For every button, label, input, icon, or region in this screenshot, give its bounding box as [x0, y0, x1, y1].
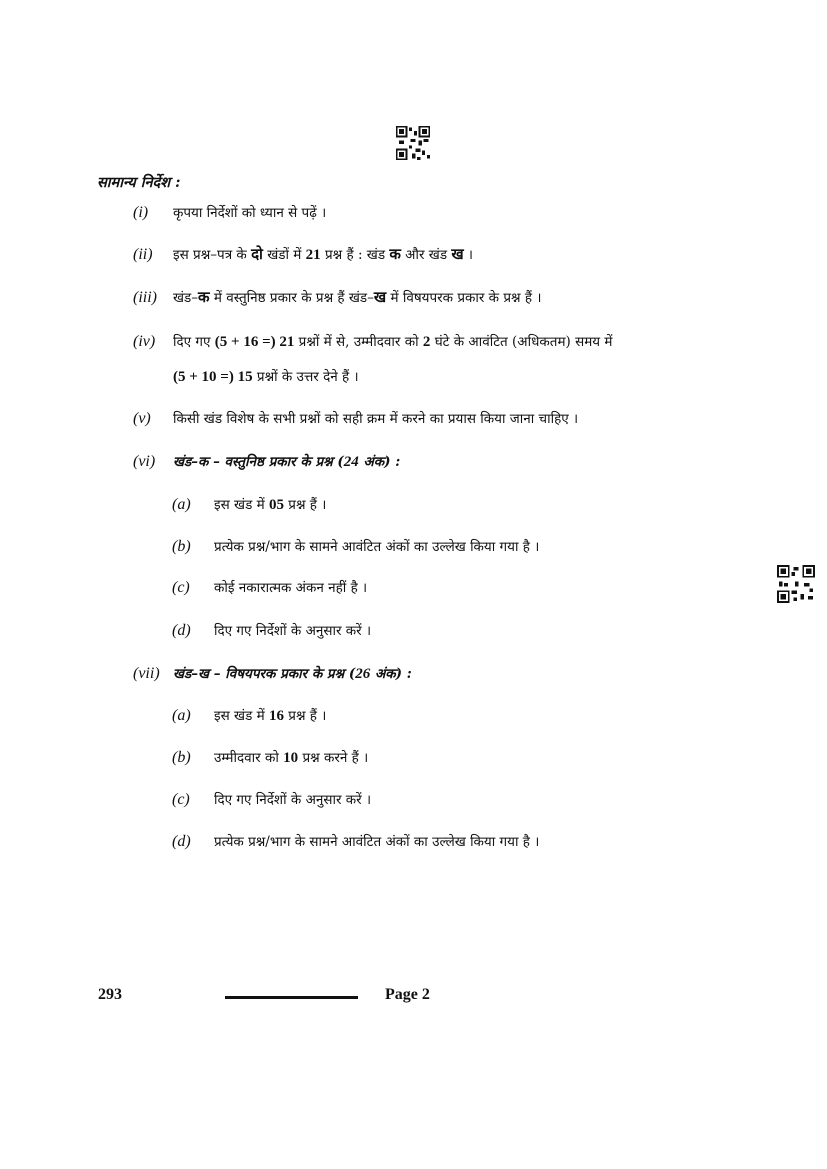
qr-code-icon	[776, 565, 816, 603]
item-text: दिए गए (5 + 16 =) 21 प्रश्नों में से, उम्मीदवार को 2 घंटे के आवंटित (अधिकतम) समय में	[173, 334, 613, 350]
sub-item-text: प्रत्येक प्रश्न/भाग के सामने आवंटित अंकों का उल्लेख किया गया है ।	[214, 539, 540, 555]
sub-item-letter: (d)	[172, 833, 191, 850]
sub-item-letter: (b)	[172, 538, 191, 555]
sub-item-text: इस खंड में 16 प्रश्न हैं ।	[214, 708, 327, 724]
item-text: कृपया निर्देशों को ध्यान से पढ़ें ।	[173, 205, 327, 221]
item-text: खंड–क – वस्तुनिष्ठ प्रकार के प्रश्न (24 अंक) :	[173, 454, 401, 470]
sub-item-text: दिए गए निर्देशों के अनुसार करें ।	[214, 623, 372, 639]
item-number: (v)	[133, 410, 151, 427]
paper-code: 293	[98, 986, 122, 1003]
item-text: (5 + 10 =) 15 प्रश्नों के उत्तर देने हैं ।	[173, 369, 359, 385]
sub-item-text: उम्मीदवार को 10 प्रश्न करने हैं ।	[214, 750, 369, 766]
instructions-heading: सामान्य निर्देश :	[97, 174, 181, 191]
footer-divider	[225, 996, 358, 999]
item-text: खंड–ख – विषयपरक प्रकार के प्रश्न (26 अंक) :	[173, 666, 412, 682]
item-number: (i)	[133, 204, 149, 221]
item-number: (vi)	[133, 453, 156, 470]
item-number: (iv)	[133, 333, 156, 350]
sub-item-text: दिए गए निर्देशों के अनुसार करें ।	[214, 792, 372, 808]
item-text: खंड–क में वस्तुनिष्ठ प्रकार के प्रश्न हैं खंड–ख में विषयपरक प्रकार के प्रश्न हैं ।	[173, 290, 542, 306]
sub-item-letter: (a)	[172, 707, 191, 724]
page-number: Page 2	[385, 986, 430, 1003]
item-text: किसी खंड विशेष के सभी प्रश्नों को सही क्रम में करने का प्रयास किया जाना चाहिए ।	[173, 411, 579, 427]
sub-item-letter: (b)	[172, 749, 191, 766]
sub-item-letter: (c)	[172, 791, 190, 808]
item-text: इस प्रश्न–पत्र के दो खंडों में 21 प्रश्न हैं : खंड क और खंड ख ।	[173, 247, 474, 263]
qr-code-icon	[395, 126, 431, 160]
sub-item-letter: (a)	[172, 496, 191, 513]
item-number: (vii)	[133, 665, 160, 682]
sub-item-text: प्रत्येक प्रश्न/भाग के सामने आवंटित अंकों का उल्लेख किया गया है ।	[214, 834, 540, 850]
sub-item-letter: (c)	[172, 579, 190, 596]
sub-item-text: कोई नकारात्मक अंकन नहीं है ।	[214, 580, 368, 596]
sub-item-text: इस खंड में 05 प्रश्न हैं ।	[214, 497, 327, 513]
item-number: (ii)	[133, 246, 153, 263]
sub-item-letter: (d)	[172, 622, 191, 639]
item-number: (iii)	[133, 289, 157, 306]
